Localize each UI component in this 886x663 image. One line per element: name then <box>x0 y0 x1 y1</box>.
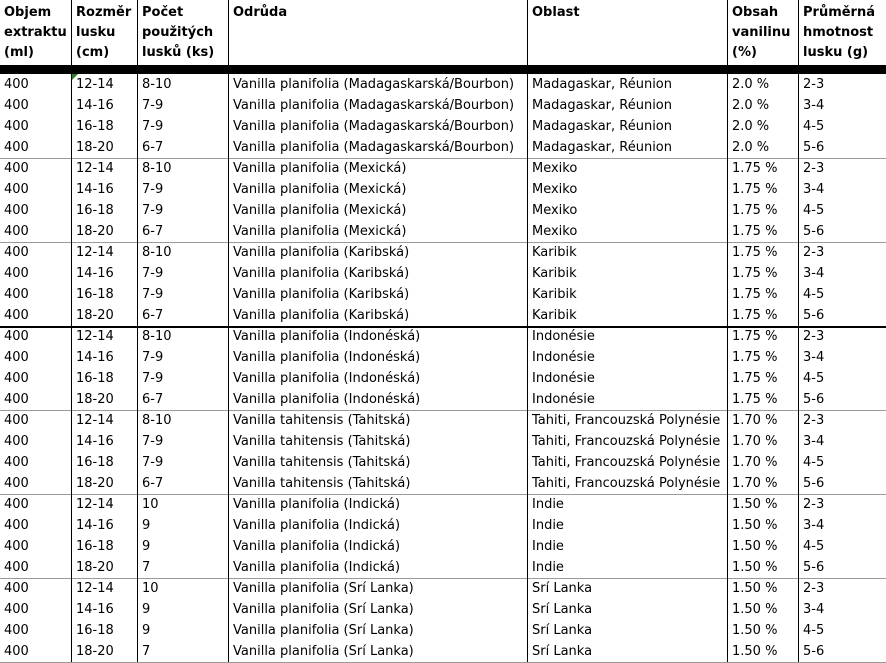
table-cell-count[interactable]: 7-9 <box>142 119 164 134</box>
table-cell-weight[interactable]: 2-3 <box>803 77 825 92</box>
table-cell-count[interactable]: 8-10 <box>142 413 172 428</box>
table-cell-vanillin[interactable]: 1.70 % <box>732 476 778 491</box>
table-cell-weight[interactable]: 4-5 <box>803 203 825 218</box>
table-cell-size[interactable]: 12-14 <box>76 245 114 260</box>
table-cell-region[interactable]: Madagaskar, Réunion <box>532 77 672 92</box>
table-cell-region[interactable]: Indonésie <box>532 392 595 407</box>
table-cell-variety[interactable]: Vanilla planifolia (Indonéská) <box>233 371 421 386</box>
table-cell-weight[interactable]: 4-5 <box>803 539 825 554</box>
table-cell-count[interactable]: 10 <box>142 581 159 596</box>
table-cell-count[interactable]: 7-9 <box>142 287 164 302</box>
table-cell-count[interactable]: 6-7 <box>142 392 164 407</box>
table-cell-vanillin[interactable]: 1.75 % <box>732 287 778 302</box>
table-cell-count[interactable]: 7-9 <box>142 350 164 365</box>
table-cell-volume[interactable]: 400 <box>4 539 29 554</box>
table-cell-vanillin[interactable]: 1.50 % <box>732 560 778 575</box>
table-cell-variety[interactable]: Vanilla planifolia (Indická) <box>233 539 401 554</box>
table-row[interactable] <box>0 389 886 410</box>
table-cell-count[interactable]: 7-9 <box>142 182 164 197</box>
table-cell-volume[interactable]: 400 <box>4 98 29 113</box>
table-row[interactable] <box>0 494 886 515</box>
table-cell-weight[interactable]: 4-5 <box>803 371 825 386</box>
table-cell-count[interactable]: 6-7 <box>142 308 164 323</box>
table-cell-size[interactable]: 16-18 <box>76 119 114 134</box>
table-cell-size[interactable]: 16-18 <box>76 203 114 218</box>
table-cell-count[interactable]: 9 <box>142 602 151 617</box>
table-row[interactable] <box>0 410 886 431</box>
table-cell-vanillin[interactable]: 1.75 % <box>732 329 778 344</box>
table-cell-weight[interactable]: 3-4 <box>803 434 825 449</box>
table-cell-region[interactable]: Karibik <box>532 266 577 281</box>
table-cell-volume[interactable]: 400 <box>4 560 29 575</box>
table-cell-region[interactable]: Tahiti, Francouzská Polynésie <box>532 434 721 449</box>
table-cell-region[interactable]: Mexiko <box>532 161 578 176</box>
table-cell-region[interactable]: Srí Lanka <box>532 581 593 596</box>
table-cell-size[interactable]: 14-16 <box>76 350 114 365</box>
table-cell-region[interactable]: Indie <box>532 518 564 533</box>
table-cell-weight[interactable]: 4-5 <box>803 455 825 470</box>
table-cell-region[interactable]: Mexiko <box>532 224 578 239</box>
table-cell-variety[interactable]: Vanilla planifolia (Mexická) <box>233 203 407 218</box>
table-cell-region[interactable]: Indonésie <box>532 329 595 344</box>
table-cell-region[interactable]: Indie <box>532 497 564 512</box>
table-cell-volume[interactable]: 400 <box>4 644 29 659</box>
table-cell-count[interactable]: 9 <box>142 518 151 533</box>
table-cell-region[interactable]: Srí Lanka <box>532 644 593 659</box>
table-cell-region[interactable]: Indonésie <box>532 350 595 365</box>
table-cell-volume[interactable]: 400 <box>4 518 29 533</box>
table-cell-vanillin[interactable]: 1.50 % <box>732 497 778 512</box>
table-cell-variety[interactable]: Vanilla planifolia (Indická) <box>233 497 401 512</box>
table-cell-vanillin[interactable]: 1.70 % <box>732 413 778 428</box>
table-cell-variety[interactable]: Vanilla planifolia (Srí Lanka) <box>233 602 414 617</box>
table-cell-variety[interactable]: Vanilla tahitensis (Tahitská) <box>233 455 411 470</box>
table-row[interactable] <box>0 473 886 494</box>
table-cell-size[interactable]: 14-16 <box>76 602 114 617</box>
table-cell-volume[interactable]: 400 <box>4 392 29 407</box>
table-cell-vanillin[interactable]: 1.75 % <box>732 245 778 260</box>
table-cell-vanillin[interactable]: 1.75 % <box>732 182 778 197</box>
table-cell-vanillin[interactable]: 1.50 % <box>732 581 778 596</box>
table-cell-vanillin[interactable]: 1.75 % <box>732 224 778 239</box>
table-cell-vanillin[interactable]: 1.75 % <box>732 350 778 365</box>
table-cell-variety[interactable]: Vanilla planifolia (Mexická) <box>233 182 407 197</box>
table-row[interactable] <box>0 578 886 599</box>
table-row[interactable] <box>0 200 886 221</box>
table-cell-size[interactable]: 16-18 <box>76 287 114 302</box>
table-cell-size[interactable]: 14-16 <box>76 98 114 113</box>
table-row[interactable] <box>0 242 886 263</box>
table-cell-weight[interactable]: 4-5 <box>803 119 825 134</box>
table-cell-region[interactable]: Indie <box>532 560 564 575</box>
table-cell-volume[interactable]: 400 <box>4 182 29 197</box>
table-cell-variety[interactable]: Vanilla planifolia (Mexická) <box>233 161 407 176</box>
table-cell-variety[interactable]: Vanilla planifolia (Srí Lanka) <box>233 644 414 659</box>
table-cell-count[interactable]: 8-10 <box>142 161 172 176</box>
table-row[interactable] <box>0 326 886 347</box>
table-cell-size[interactable]: 12-14 <box>76 77 114 92</box>
table-cell-volume[interactable]: 400 <box>4 371 29 386</box>
table-cell-count[interactable]: 7-9 <box>142 455 164 470</box>
table-cell-volume[interactable]: 400 <box>4 161 29 176</box>
table-row[interactable] <box>0 452 886 473</box>
table-cell-volume[interactable]: 400 <box>4 140 29 155</box>
table-row[interactable] <box>0 263 886 284</box>
column-header-count[interactable] <box>142 3 214 63</box>
table-cell-size[interactable]: 14-16 <box>76 266 114 281</box>
table-cell-region[interactable]: Srí Lanka <box>532 623 593 638</box>
column-header-line: Oblast <box>532 5 580 20</box>
table-cell-weight[interactable]: 3-4 <box>803 98 825 113</box>
table-cell-vanillin[interactable]: 1.75 % <box>732 161 778 176</box>
table-cell-size[interactable]: 18-20 <box>76 224 114 239</box>
table-cell-region[interactable]: Karibik <box>532 308 577 323</box>
table-cell-variety[interactable]: Vanilla planifolia (Indonéská) <box>233 392 421 407</box>
table-cell-region[interactable]: Karibik <box>532 245 577 260</box>
column-header-region[interactable] <box>532 3 580 23</box>
table-row[interactable] <box>0 620 886 641</box>
table-cell-variety[interactable]: Vanilla planifolia (Srí Lanka) <box>233 623 414 638</box>
column-header-line: (%) <box>732 45 757 60</box>
table-cell-vanillin[interactable]: 1.70 % <box>732 455 778 470</box>
table-cell-count[interactable]: 9 <box>142 623 151 638</box>
table-cell-weight[interactable]: 3-4 <box>803 518 825 533</box>
table-cell-size[interactable]: 18-20 <box>76 140 114 155</box>
table-cell-variety[interactable]: Vanilla planifolia (Madagaskarská/Bourbon) <box>233 77 515 92</box>
header-separator-bar <box>0 65 886 74</box>
table-cell-weight[interactable]: 5-6 <box>803 392 825 407</box>
table-row[interactable] <box>0 158 886 179</box>
table-cell-variety[interactable]: Vanilla planifolia (Karibská) <box>233 245 410 260</box>
table-cell-vanillin[interactable]: 1.50 % <box>732 539 778 554</box>
table-cell-vanillin[interactable]: 2.0 % <box>732 98 770 113</box>
table-cell-vanillin[interactable]: 1.75 % <box>732 392 778 407</box>
column-header-line: hmotnost <box>803 25 874 40</box>
column-divider <box>137 0 138 662</box>
table-cell-size[interactable]: 18-20 <box>76 392 114 407</box>
table-cell-variety[interactable]: Vanilla planifolia (Madagaskarská/Bourbon) <box>233 98 515 113</box>
table-cell-count[interactable]: 6-7 <box>142 224 164 239</box>
table-row[interactable] <box>0 305 886 326</box>
table-cell-weight[interactable]: 5-6 <box>803 308 825 323</box>
table-cell-volume[interactable]: 400 <box>4 203 29 218</box>
table-cell-count[interactable]: 7-9 <box>142 266 164 281</box>
table-cell-variety[interactable]: Vanilla tahitensis (Tahitská) <box>233 413 411 428</box>
table-cell-volume[interactable]: 400 <box>4 77 29 92</box>
table-row[interactable] <box>0 221 886 242</box>
table-cell-count[interactable]: 7 <box>142 644 151 659</box>
table-cell-weight[interactable]: 3-4 <box>803 182 825 197</box>
table-cell-volume[interactable]: 400 <box>4 350 29 365</box>
table-cell-volume[interactable]: 400 <box>4 434 29 449</box>
table-cell-count[interactable]: 7-9 <box>142 203 164 218</box>
table-cell-count[interactable]: 7 <box>142 560 151 575</box>
column-header-line: Objem <box>4 5 52 20</box>
table-cell-region[interactable]: Tahiti, Francouzská Polynésie <box>532 413 721 428</box>
table-cell-size[interactable]: 12-14 <box>76 497 114 512</box>
table-cell-variety[interactable]: Vanilla planifolia (Srí Lanka) <box>233 581 414 596</box>
table-cell-variety[interactable]: Vanilla tahitensis (Tahitská) <box>233 434 411 449</box>
column-header-line: Počet <box>142 5 184 20</box>
table-cell-region[interactable]: Karibik <box>532 287 577 302</box>
table-row[interactable] <box>0 599 886 620</box>
table-cell-variety[interactable]: Vanilla planifolia (Karibská) <box>233 308 410 323</box>
table-cell-weight[interactable]: 5-6 <box>803 140 825 155</box>
table-cell-volume[interactable]: 400 <box>4 287 29 302</box>
table-cell-count[interactable]: 9 <box>142 539 151 554</box>
table-cell-variety[interactable]: Vanilla planifolia (Madagaskarská/Bourbon) <box>233 140 515 155</box>
table-row[interactable] <box>0 137 886 158</box>
table-cell-vanillin[interactable]: 1.50 % <box>732 602 778 617</box>
table-cell-vanillin[interactable]: 2.0 % <box>732 140 770 155</box>
table-cell-weight[interactable]: 5-6 <box>803 224 825 239</box>
table-cell-size[interactable]: 16-18 <box>76 455 114 470</box>
table-row[interactable] <box>0 368 886 389</box>
column-header-vanillin[interactable] <box>732 3 790 63</box>
table-row[interactable] <box>0 347 886 368</box>
table-cell-size[interactable]: 18-20 <box>76 308 114 323</box>
table-cell-variety[interactable]: Vanilla planifolia (Indonéská) <box>233 350 421 365</box>
column-header-line: Rozměr <box>76 5 132 20</box>
column-header-line: Obsah <box>732 5 779 20</box>
table-cell-volume[interactable]: 400 <box>4 413 29 428</box>
table-cell-variety[interactable]: Vanilla planifolia (Indonéská) <box>233 329 421 344</box>
table-cell-region[interactable]: Tahiti, Francouzská Polynésie <box>532 455 721 470</box>
table-cell-volume[interactable]: 400 <box>4 581 29 596</box>
table-row[interactable] <box>0 515 886 536</box>
table-cell-vanillin[interactable]: 1.75 % <box>732 266 778 281</box>
table-cell-weight[interactable]: 4-5 <box>803 287 825 302</box>
table-cell-count[interactable]: 7-9 <box>142 434 164 449</box>
table-cell-vanillin[interactable]: 1.75 % <box>732 308 778 323</box>
table-cell-count[interactable]: 7-9 <box>142 98 164 113</box>
column-divider <box>71 0 72 662</box>
column-header-line: Odrůda <box>233 5 288 20</box>
table-cell-count[interactable]: 7-9 <box>142 371 164 386</box>
column-header-line: (ml) <box>4 45 34 60</box>
table-cell-volume[interactable]: 400 <box>4 266 29 281</box>
table-cell-size[interactable]: 12-14 <box>76 413 114 428</box>
table-cell-variety[interactable]: Vanilla planifolia (Karibská) <box>233 287 410 302</box>
table-cell-volume[interactable]: 400 <box>4 329 29 344</box>
table-cell-vanillin[interactable]: 2.0 % <box>732 77 770 92</box>
column-divider <box>798 0 799 662</box>
table-cell-weight[interactable]: 2-3 <box>803 413 825 428</box>
table-cell-count[interactable]: 10 <box>142 497 159 512</box>
table-cell-volume[interactable]: 400 <box>4 455 29 470</box>
table-cell-weight[interactable]: 3-4 <box>803 602 825 617</box>
table-cell-variety[interactable]: Vanilla planifolia (Madagaskarská/Bourbon) <box>233 119 515 134</box>
table-cell-size[interactable]: 14-16 <box>76 434 114 449</box>
table-row[interactable] <box>0 284 886 305</box>
table-cell-volume[interactable]: 400 <box>4 623 29 638</box>
table-cell-region[interactable]: Madagaskar, Réunion <box>532 119 672 134</box>
table-cell-weight[interactable]: 4-5 <box>803 623 825 638</box>
table-cell-weight[interactable]: 5-6 <box>803 476 825 491</box>
table-cell-size[interactable]: 16-18 <box>76 539 114 554</box>
table-cell-region[interactable]: Mexiko <box>532 203 578 218</box>
column-header-line: vanilinu <box>732 25 791 40</box>
table-cell-count[interactable]: 8-10 <box>142 329 172 344</box>
table-row[interactable] <box>0 95 886 116</box>
table-cell-size[interactable]: 14-16 <box>76 518 114 533</box>
table-cell-size[interactable]: 12-14 <box>76 161 114 176</box>
table-cell-variety[interactable]: Vanilla planifolia (Indická) <box>233 518 401 533</box>
table-cell-volume[interactable]: 400 <box>4 224 29 239</box>
table-cell-size[interactable]: 12-14 <box>76 329 114 344</box>
table-cell-variety[interactable]: Vanilla planifolia (Karibská) <box>233 266 410 281</box>
table-row[interactable] <box>0 179 886 200</box>
table-cell-region[interactable]: Madagaskar, Réunion <box>532 140 672 155</box>
table-cell-weight[interactable]: 2-3 <box>803 497 825 512</box>
table-cell-size[interactable]: 14-16 <box>76 182 114 197</box>
column-header-line: (cm) <box>76 45 110 60</box>
table-cell-variety[interactable]: Vanilla tahitensis (Tahitská) <box>233 476 411 491</box>
table-cell-count[interactable]: 8-10 <box>142 245 172 260</box>
table-cell-weight[interactable]: 2-3 <box>803 245 825 260</box>
table-cell-count[interactable]: 6-7 <box>142 140 164 155</box>
cell-error-indicator-icon <box>72 74 78 80</box>
table-cell-weight[interactable]: 2-3 <box>803 161 825 176</box>
column-header-line: lusků (ks) <box>142 45 215 60</box>
column-header-line: použitých <box>142 25 214 40</box>
table-cell-size[interactable]: 16-18 <box>76 623 114 638</box>
table-cell-region[interactable]: Mexiko <box>532 182 578 197</box>
table-cell-volume[interactable]: 400 <box>4 497 29 512</box>
table-cell-volume[interactable]: 400 <box>4 602 29 617</box>
table-cell-region[interactable]: Srí Lanka <box>532 602 593 617</box>
table-cell-volume[interactable]: 400 <box>4 245 29 260</box>
table-cell-size[interactable]: 18-20 <box>76 560 114 575</box>
table-cell-size[interactable]: 18-20 <box>76 644 114 659</box>
table-cell-weight[interactable]: 5-6 <box>803 560 825 575</box>
table-cell-region[interactable]: Indonésie <box>532 371 595 386</box>
table-cell-region[interactable]: Indie <box>532 539 564 554</box>
table-cell-variety[interactable]: Vanilla planifolia (Indická) <box>233 560 401 575</box>
table-cell-vanillin[interactable]: 1.50 % <box>732 623 778 638</box>
table-cell-size[interactable]: 18-20 <box>76 476 114 491</box>
table-cell-size[interactable]: 12-14 <box>76 581 114 596</box>
table-cell-vanillin[interactable]: 1.75 % <box>732 371 778 386</box>
table-row[interactable] <box>0 557 886 578</box>
table-cell-region[interactable]: Tahiti, Francouzská Polynésie <box>532 476 721 491</box>
table-cell-region[interactable]: Madagaskar, Réunion <box>532 98 672 113</box>
table-row[interactable] <box>0 74 886 95</box>
column-header-line: lusku (g) <box>803 45 869 60</box>
table-cell-weight[interactable]: 5-6 <box>803 644 825 659</box>
table-cell-weight[interactable]: 2-3 <box>803 581 825 596</box>
table-cell-vanillin[interactable]: 1.70 % <box>732 434 778 449</box>
table-cell-count[interactable]: 6-7 <box>142 476 164 491</box>
table-cell-weight[interactable]: 3-4 <box>803 350 825 365</box>
table-row[interactable] <box>0 641 886 662</box>
table-cell-size[interactable]: 16-18 <box>76 371 114 386</box>
column-header-line: lusku <box>76 25 116 40</box>
table-cell-volume[interactable]: 400 <box>4 308 29 323</box>
table-row[interactable] <box>0 431 886 452</box>
table-cell-weight[interactable]: 3-4 <box>803 266 825 281</box>
column-divider <box>727 0 728 662</box>
table-row[interactable] <box>0 116 886 137</box>
column-header-line: extraktu <box>4 25 67 40</box>
table-cell-vanillin[interactable]: 1.50 % <box>732 518 778 533</box>
table-cell-volume[interactable]: 400 <box>4 119 29 134</box>
table-cell-volume[interactable]: 400 <box>4 476 29 491</box>
table-cell-vanillin[interactable]: 2.0 % <box>732 119 770 134</box>
table-cell-vanillin[interactable]: 1.50 % <box>732 644 778 659</box>
column-header-volume[interactable] <box>4 3 67 63</box>
table-row[interactable] <box>0 536 886 557</box>
column-divider <box>527 0 528 662</box>
table-cell-vanillin[interactable]: 1.75 % <box>732 203 778 218</box>
table-cell-count[interactable]: 8-10 <box>142 77 172 92</box>
table-cell-weight[interactable]: 2-3 <box>803 329 825 344</box>
column-header-size[interactable] <box>76 3 131 63</box>
column-header-variety[interactable] <box>233 3 287 23</box>
column-divider <box>228 0 229 662</box>
column-header-weight[interactable] <box>803 3 875 63</box>
column-header-line: Průměrná <box>803 5 875 20</box>
table-cell-variety[interactable]: Vanilla planifolia (Mexická) <box>233 224 407 239</box>
